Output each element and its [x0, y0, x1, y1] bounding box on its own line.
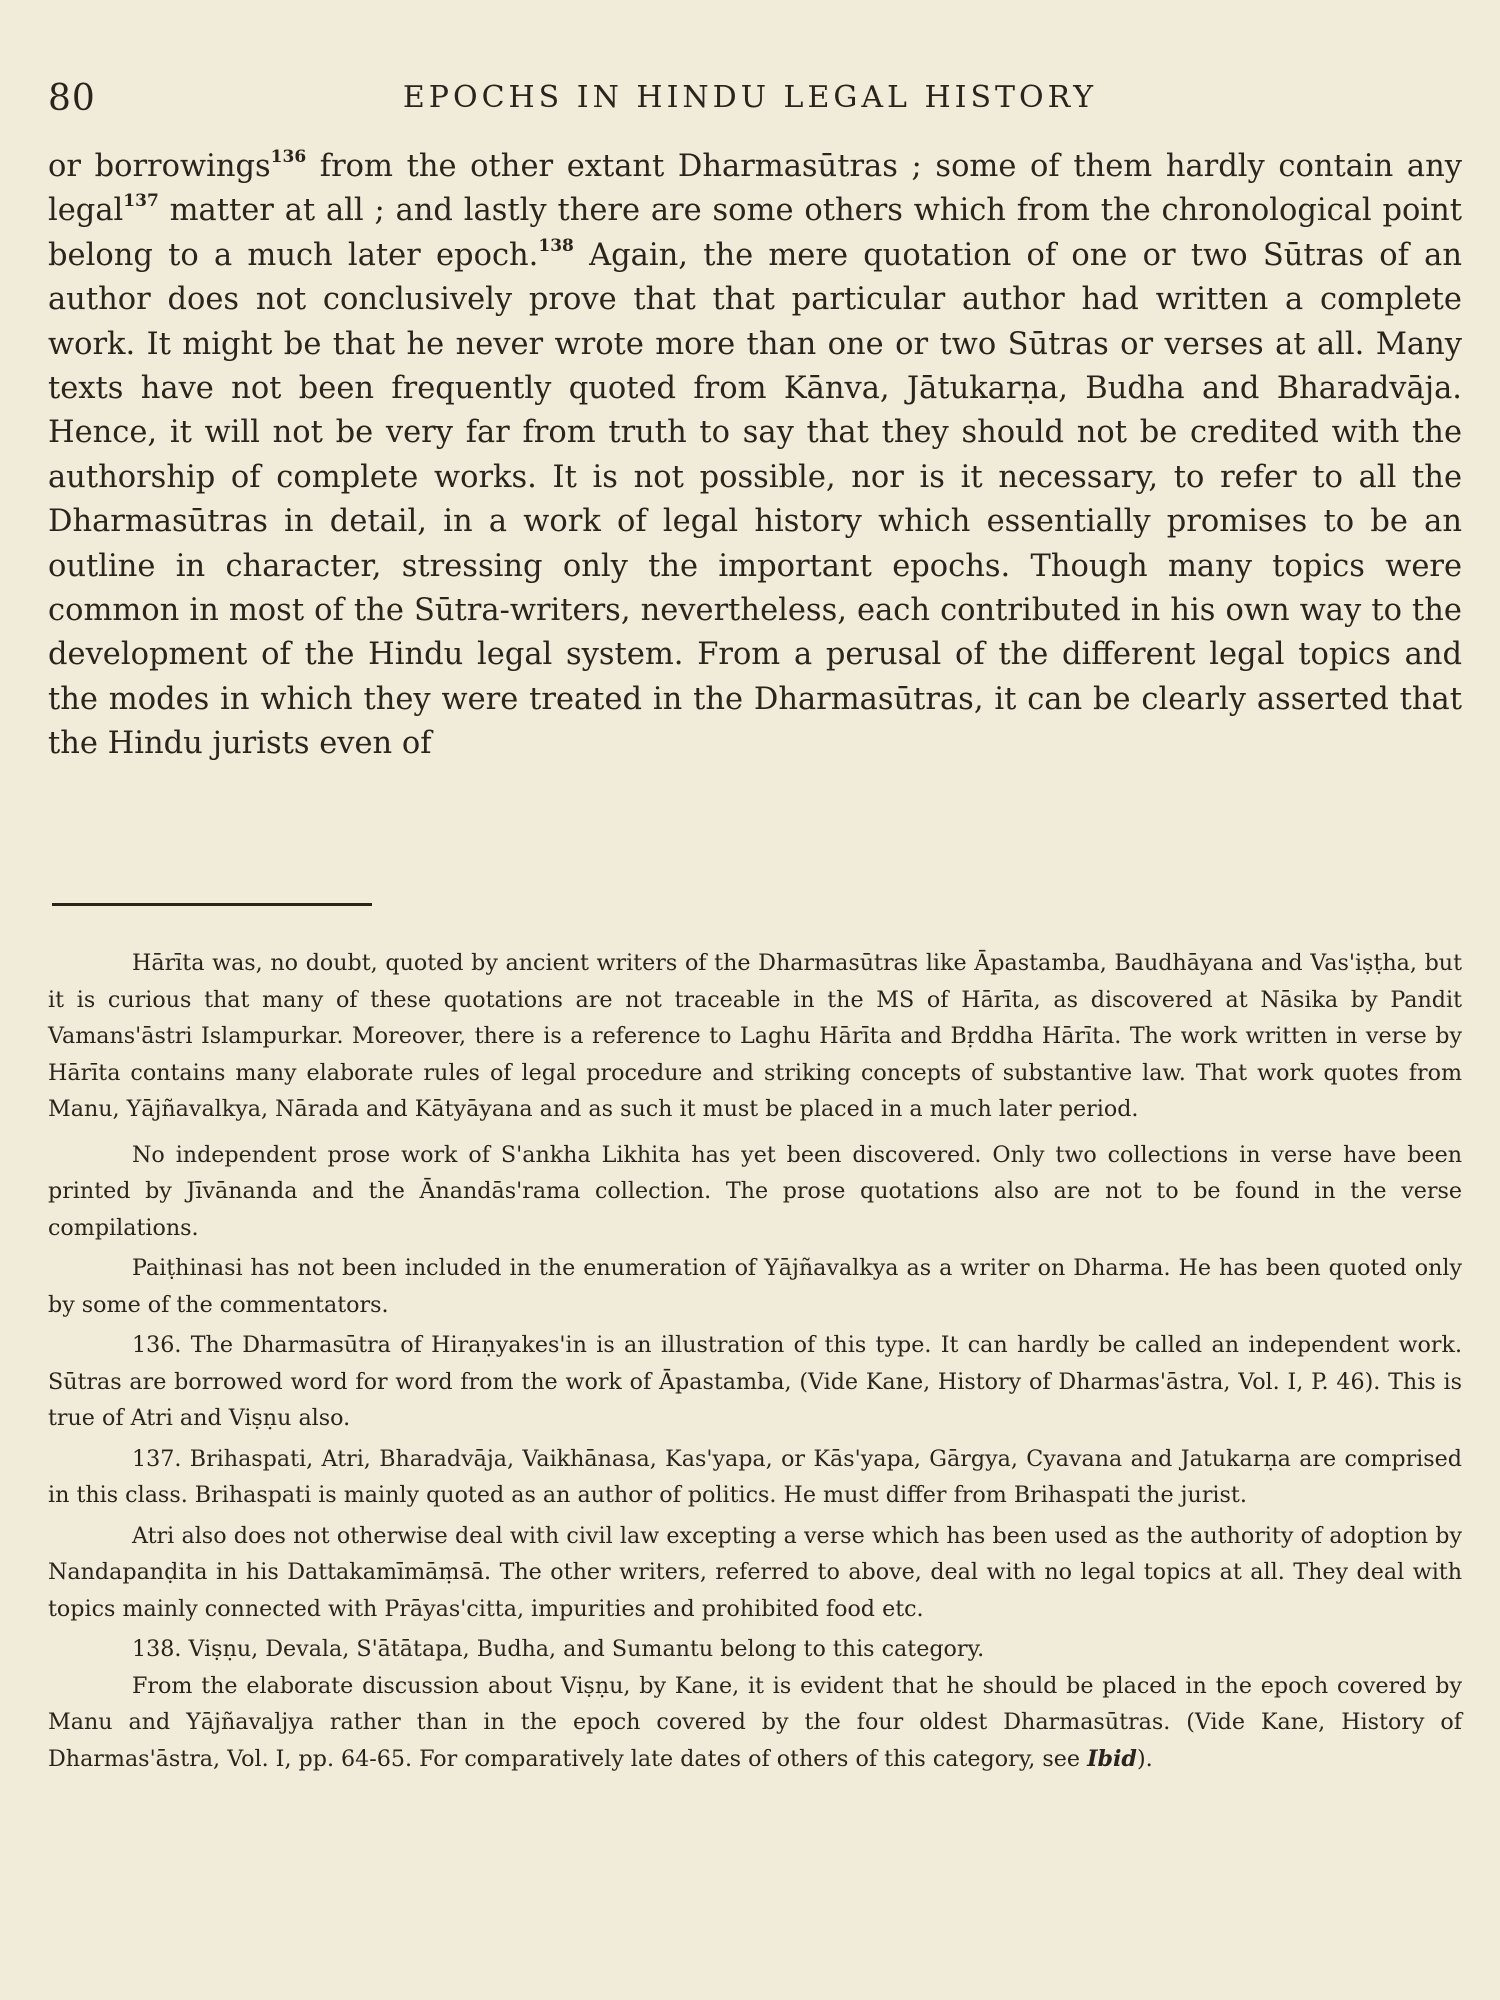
- footnote-138: 138. Viṣṇu, Devala, S'ātātapa, Budha, and Sumantu belong to this category.: [132, 1636, 985, 1662]
- footnote-vishnu-end: ).: [1136, 1745, 1153, 1772]
- main-text-segment: or borrowings: [48, 149, 271, 184]
- footnote-harita: Hārīta was, no doubt, quoted by ancient writers of the Dharmasūtras like Āpastamba, Baudhāyana and Vas'iṣṭha, but it is curious that many of these quotations are not traceable in the MS of Hārīta, as discovered at Nāsika by Pandit Vamans'āstri Islampurkar. Moreover, there is a reference to Laghu Hārīta and Bṛddha Hārīta. The work written in verse by Hārīta contains many elaborate rules of legal procedure and striking concepts of substantive law. That work quotes from Manu, Yājñavalkya, Nārada and Kātyāyana and as such it must be placed in a much later period.: [48, 950, 1462, 1122]
- running-head: EPOCHS IN HINDU LEGAL HISTORY: [402, 80, 1098, 115]
- footnote-atri: Atri also does not otherwise deal with civil law excepting a verse which has been used as the authority of adoption by Nandapanḍita in his Dattakamīmāṃsā. The other writers, referred to above, deal with no legal topics at all. They deal with topics mainly connected with Prāyas'citta, impurities and prohibited food etc.: [48, 1522, 1462, 1622]
- footnote-ref-138: 138: [538, 235, 574, 256]
- footnote-136: 136. The Dharmasūtra of Hiraṇyakes'in is an illustration of this type. It can hardly be called an independent work. Sūtras are borrowed word for word from the work of Āpastamba, (Vide Kane, History of Dharmas'āstra, Vol. I, P. 46). This is true of Atri and Viṣṇu also.: [48, 1332, 1462, 1431]
- page-number: 80: [48, 78, 96, 119]
- footnote-vishnu-text: From the elaborate discussion about Viṣṇu, by Kane, it is evident that he should be placed in the epoch covered by Manu and Yājñavaljya rather than in the epoch covered by the four oldest Dharmasūtras. (Vide Kane, History of Dharmas'āstra, Vol. I, pp. 64-65. For comparatively late dates of others of this category, see: [48, 1672, 1462, 1772]
- footnote-137: 137. Brihaspati, Atri, Bharadvāja, Vaikhānasa, Kas'yapa, or Kās'yapa, Gārgya, Cyavana and Jatukarṇa are comprised in this class. Brihaspati is mainly quoted as an author of politics. He must differ from Brihaspati the jurist.: [48, 1445, 1462, 1508]
- footnote-ref-137: 137: [123, 191, 159, 212]
- main-text-segment: from the other extant Dharmasūtras ; some of them hardly contain any legal: [48, 149, 1462, 229]
- footnote-divider: [52, 903, 372, 906]
- main-text: [48, 145, 1462, 767]
- footnote-sankha: No independent prose work of S'ankha Likhita has yet been discovered. Only two collections in verse have been printed by Jīvānanda and the Ānandās'rama collection. The prose quotations also are not to be found in the verse compilations.: [48, 1141, 1462, 1241]
- main-text-segment: matter at all ; and lastly there are some others which from the chronological point belong to a much later epoch.: [48, 193, 1462, 273]
- footnote-ref-136: 136: [270, 147, 307, 167]
- footnotes: [48, 945, 1462, 1777]
- footnote-vishnu: [48, 1668, 1462, 1778]
- page-header: [48, 78, 1452, 128]
- footnote-paithinasi: Paiṭhinasi has not been included in the enumeration of Yājñavalkya as a writer on Dharma. He has been quoted only by some of the commentators.: [48, 1255, 1462, 1318]
- ibid-citation: Ibid: [1087, 1745, 1137, 1772]
- main-text-segment: Again, the mere quotation of one or two Sūtras of an author does not conclusively prove that that particular author had written a complete work. It might be that he never wrote more than one or two Sūtras or verses at all. Many texts have not been frequently quoted from Kānva, Jātukarṇa, Budha and Bharadvāja. Hence, it will not be very far from truth to say that they should not be credited with the authorship of complete works. It is not possible, nor is it necessary, to refer to all the Dharmasūtras in detail, in a work of legal history which essentially promises to be an outline in character, stressing only the important epochs. Though many topics were common in most of the Sūtra-writers, nevertheless, each contributed in his own way to the development of the Hindu legal system. From a perusal of the different legal topics and the modes in which they were treated in the Dharmasūtras, it can be clearly asserted that the Hindu jurists even of: [48, 237, 1463, 762]
- main-paragraph: [48, 145, 1462, 767]
